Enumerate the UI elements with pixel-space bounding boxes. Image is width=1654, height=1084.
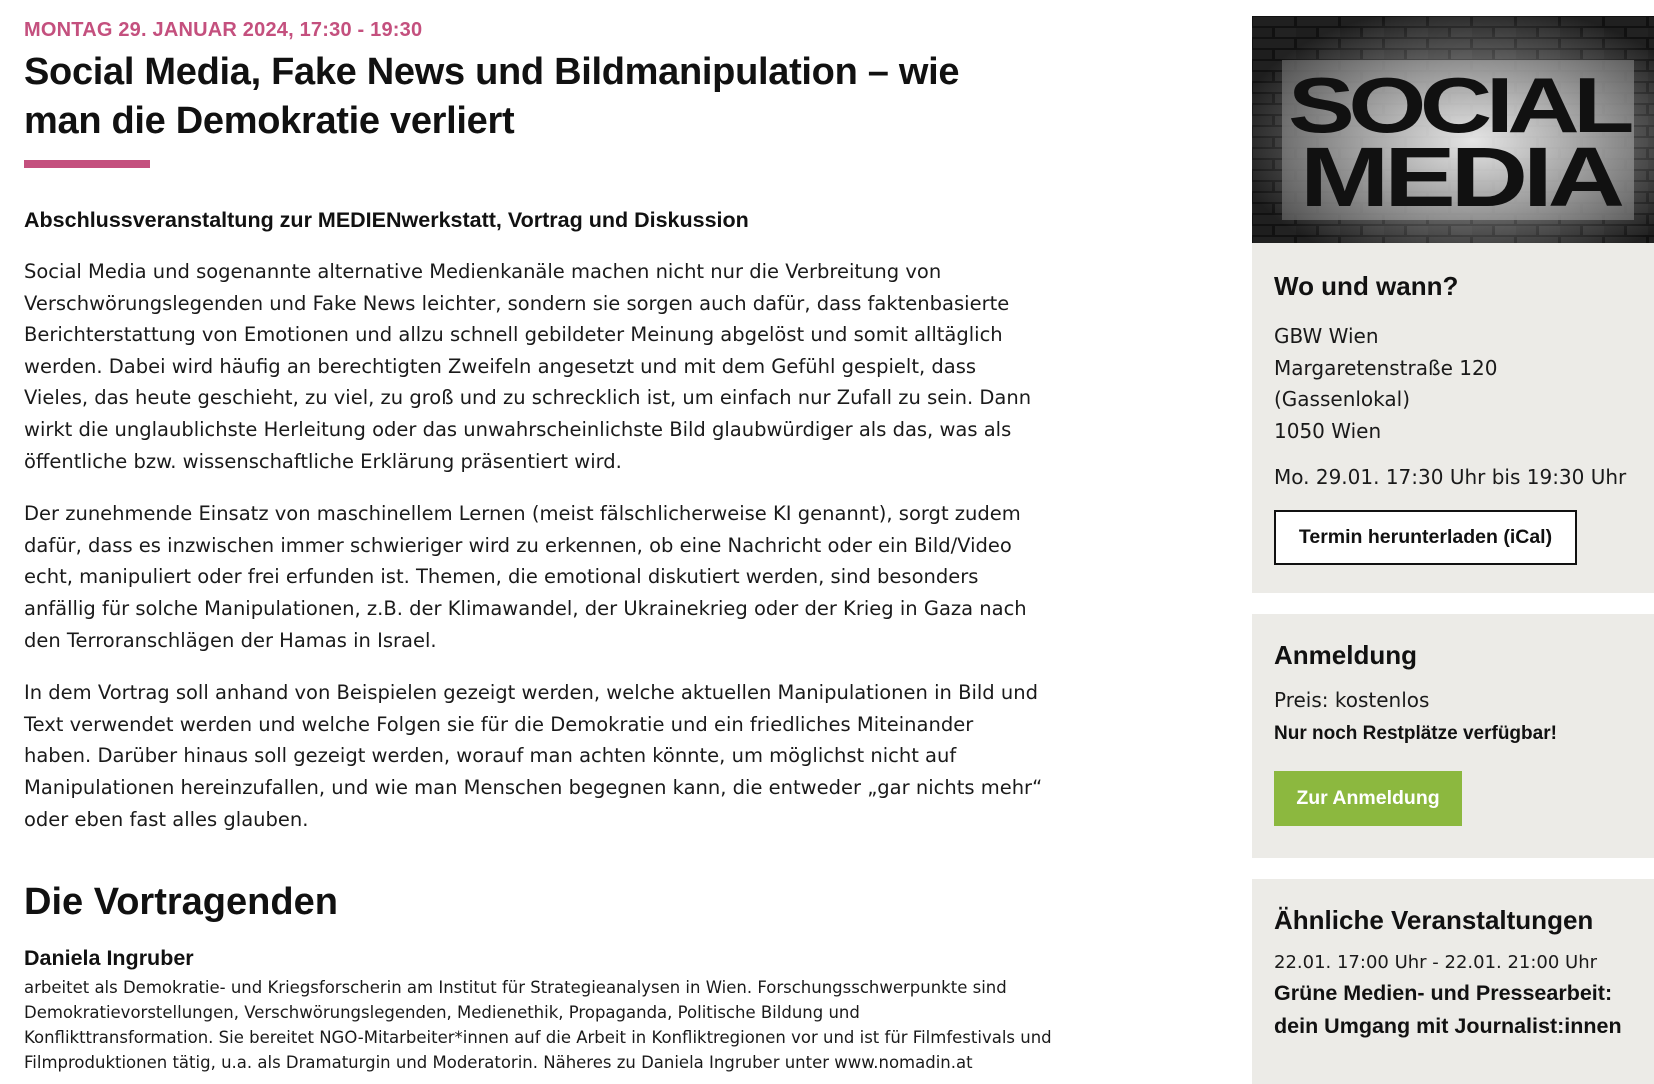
- address-line: GBW Wien: [1274, 324, 1379, 348]
- promo-image-text-media: MEDIA: [1300, 130, 1623, 224]
- address-line: Margaretenstraße 120: [1274, 355, 1498, 380]
- speaker-bio: arbeitet als Demokratie- und Kriegsforscherin am Institut für Strategieanalysen in Wien. Forschungsschwerpunkte sind Demokratievorstellungen, Verschwörungslegenden, Medienethik, Propaganda, Politische Bildung und Konflikttransformation. Sie bereitet NGO-Mitarbeiter*innen auf die Arbeit in Konfliktregionen vor und ist für Filmfestivals und Filmproduktionen tätig, u.a. als Dramaturgin und Moderatorin. Näheres zu Daniela Ingruber unter www.nomadin.at: [24, 978, 1052, 1073]
- address-line: (Gassenlokal): [1274, 387, 1411, 412]
- similar-events-heading: Ähnliche Veranstaltungen: [1274, 905, 1594, 935]
- event-date: MONTAG 29. JANUAR 2024, 17:30 - 19:30: [24, 19, 423, 41]
- availability-notice: Nur noch Restplätze verfügbar!: [1274, 723, 1557, 744]
- event-main-content: [24, 18, 1054, 1075]
- register-button[interactable]: Zur Anmeldung: [1274, 771, 1462, 826]
- when-where-card: [1252, 243, 1654, 593]
- description-paragraph: Social Media und sogenannte alternative Medienkanäle machen nicht nur die Verbreitung von Verschwörungslegenden und Fake News leichter, sondern sie sorgen auch dafür, dass faktenbasierte Berichterstattung von Emotionen und allzu schnell gebildeter Meinung abgelöst und somit alltäglich werden. Dabei wird häufig an berechtigten Zweifeln angesetzt und mit dem Gefühl gespielt, dass Vieles, das heute geschieht, zu viel, zu groß und zu schrecklich ist, um einfach nur Zufall zu sein. Dann wirkt die unglaublichste Herleitung oder das unwahrscheinlichste Bild glaubwürdiger als das, was als öffentliche bzw. wissenschaftliche Erklärung präsentiert wird.: [24, 260, 1032, 473]
- event-time: Mo. 29.01. 17:30 Uhr bis 19:30 Uhr: [1274, 464, 1627, 489]
- registration-card: [1252, 614, 1654, 858]
- speakers-heading: Die Vortragenden: [24, 881, 338, 924]
- event-title: Social Media, Fake News und Bildmanipulation – wie man die Demokratie verliert: [24, 51, 960, 142]
- similar-event-time: 22.01. 17:00 Uhr - 22.01. 21:00 Uhr: [1274, 952, 1598, 973]
- similar-events-card: [1252, 879, 1654, 1084]
- event-subtitle: Abschlussveranstaltung zur MEDIENwerkstatt, Vortrag und Diskussion: [24, 208, 749, 232]
- title-underline-divider: [24, 160, 150, 168]
- similar-event-link[interactable]: Grüne Medien- und Pressearbeit: dein Umgang mit Journalist:innen: [1274, 981, 1622, 1038]
- venue-address: [1274, 321, 1632, 448]
- description-paragraph: Der zunehmende Einsatz von maschinellem Lernen (meist fälschlicherweise KI genannt), sorgt zudem dafür, dass es inzwischen immer schwieriger wird zu erkennen, ob eine Nachricht oder ein Bild/Video echt, manipuliert oder frei erfunden ist. Themen, die emotional diskutiert werden, sind besonders anfällig für solche Manipulationen, z.B. der Klimawandel, der Ukrainekrieg oder der Krieg in Gaza nach den Terroranschlägen der Hamas in Israel.: [24, 502, 1027, 652]
- address-line: 1050 Wien: [1274, 419, 1382, 444]
- when-where-heading: Wo und wann?: [1274, 271, 1459, 301]
- event-sidebar: [1252, 16, 1654, 1084]
- social-media-promo-image: [1252, 16, 1654, 243]
- speaker-entry: [24, 945, 1054, 1075]
- description-paragraph: In dem Vortrag soll anhand von Beispielen gezeigt werden, welche aktuellen Manipulationen in Bild und Text verwendet werden und welche Folgen sie für die Demokratie und ein friedliches Miteinander haben. Darüber hinaus soll gezeigt werden, worauf man achten könnte, um möglichst nicht auf Manipulationen hereinzufallen, und wie man Menschen begegnen kann, die entweder „gar nichts mehr“ oder eben fast alles glauben.: [24, 681, 1043, 831]
- promo-image-text-social: SOCIAL: [1288, 61, 1633, 149]
- price-text: Preis: kostenlos: [1274, 688, 1430, 712]
- registration-heading: Anmeldung: [1274, 640, 1417, 670]
- speaker-name: Daniela Ingruber: [24, 946, 194, 971]
- download-ical-button[interactable]: Termin herunterladen (iCal): [1274, 510, 1577, 565]
